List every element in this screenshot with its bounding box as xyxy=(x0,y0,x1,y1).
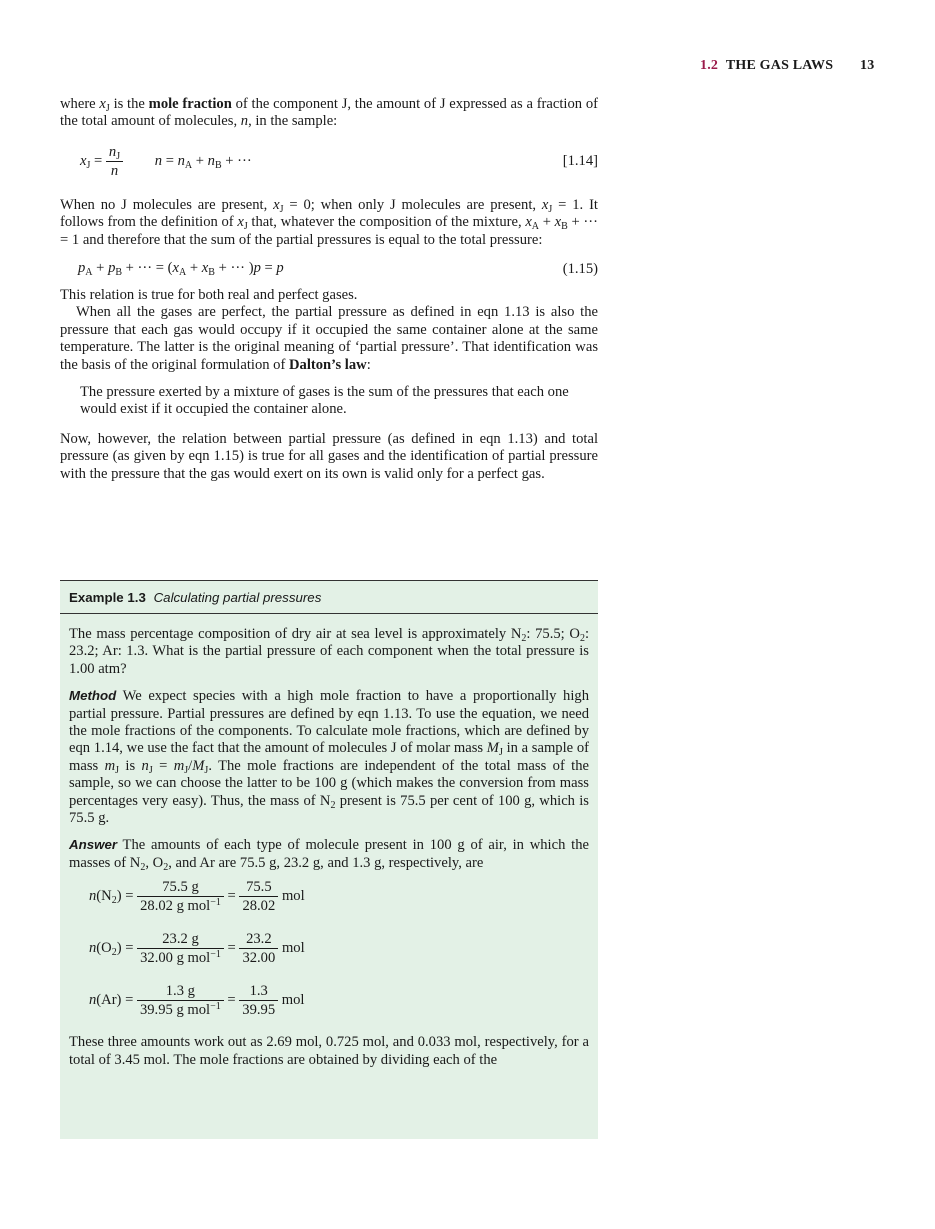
example-answer: Answer The amounts of each type of molecule present in 100 g of air, in which the masses of $N_2$, $O_2$, and Ar are 75.5 g, 23.2 g, and 1.3 g, respectively, are xyxy=(69,837,589,873)
daltons-law-statement: The pressure exerted by a mixture of gases is the sum of the pressures that each one would exist if it occupied the container alone. xyxy=(80,384,569,418)
calc-n-ar: n(Ar) = $\frac{1.3 g}{39.95 g mol^{-1}}$ = $\frac{1.3}{39.95}$ mol xyxy=(89,983,305,1019)
example-label: Example 1.3 xyxy=(69,590,146,605)
calc-n-o2: $n(O_2)$ = $\frac{23.2 g}{32.00 g mol^{-1}}$ = $\frac{23.2}{32.00}$ mol xyxy=(89,931,305,967)
example-subtitle: Calculating partial pressures xyxy=(153,590,322,605)
running-header xyxy=(700,58,880,74)
example-box xyxy=(60,580,598,1139)
section-number: 1.2 xyxy=(700,58,719,73)
example-method: Method We expect species with a high mole fraction to have a proportionally high partial pressure. Partial pressures are defined by eqn 1.13. To use the equation, we need the mole fractions of the components. To calculate mole fractions, which are defined by eqn 1.14, we use the fact that the amount of molecules J of molar mass $M_J$ in a sample of mass $m_J$ is $n_J = m_J/M_J$. The mole fractions are independent of the total mass of the sample, so we can choose the latter to be 100 g (which makes the conversion from mass percentages very easy). Thus, the mass of $N_2$ present is 75.5 per cent of 100 g, which is 75.5 g. xyxy=(69,688,590,827)
example-final: These three amounts work out as 2.69 mol, 0.725 mol, and 0.033 mol, respectively, for a total of 3.45 mol. The mole fractions are obtained by dividing each of the xyxy=(69,1034,589,1068)
example-question: The mass percentage composition of dry air at sea level is approximately $N_2$: 75.5; $O_2$: 23.2; Ar: 1.3. What is the partial pressure of each component when the total pressure is 1.00 atm? xyxy=(69,626,590,677)
equation-1-14: $x_J$ = $\frac{n_J}{n}$ $n = n_A + n_B$ + ··· [1.14] xyxy=(80,143,598,179)
equation-number: (1.15) xyxy=(562,261,598,278)
calc-n-n2: $n(N_2)$ = $\frac{75.5 g}{28.02 g mol^{-1}}$ = $\frac{75.5}{28.02}$ mol xyxy=(89,879,305,915)
equation-number: [1.14] xyxy=(562,152,598,169)
paragraph-perfect-gas: Now, however, the relation between partial pressure (as defined in eqn 1.13) and total pressure (as given by eqn 1.15) is true for all gases and the identification of partial pressure with the pressure that the gas would exert on its own is valid only for a perfect gas. xyxy=(60,430,598,482)
equation-1-15: $p_A + p_B$ + ··· = ($x_A + x_B$ + ··· )p = p (1.15) xyxy=(78,260,598,279)
paragraph-daltons-law: When all the gases are perfect, the partial pressure as defined in eqn 1.13 is also the pressure that each gas would occupy if it occupied the same container alone at the same temperature. The latter is the original meaning of ‘partial pressure’. That identification was the basis of the original formulation of Dalton’s law: xyxy=(60,304,598,373)
page-number: 13 xyxy=(860,58,875,73)
paragraph-mole-fraction: where $x_J$ is the mole fraction of the component J, the amount of J expressed as a fraction of the total amount of molecules, n, in the sample: xyxy=(60,96,598,130)
example-body xyxy=(60,614,598,1069)
paragraph-sum-pressures: When no J molecules are present, $x_J = 0$; when only J molecules are present, $x_J = 1$. It follows from the definition of $x_J$ that, whatever the composition of the mixture, $x_A + x_B$ + ··· = 1 and therefore that the sum of the partial pressures is equal to the total pressure: xyxy=(60,196,599,248)
section-title: THE GAS LAWS xyxy=(725,58,834,73)
example-header xyxy=(60,581,598,614)
main-text xyxy=(60,96,598,483)
paragraph-real-perfect: This relation is true for both real and perfect gases. xyxy=(60,287,358,304)
